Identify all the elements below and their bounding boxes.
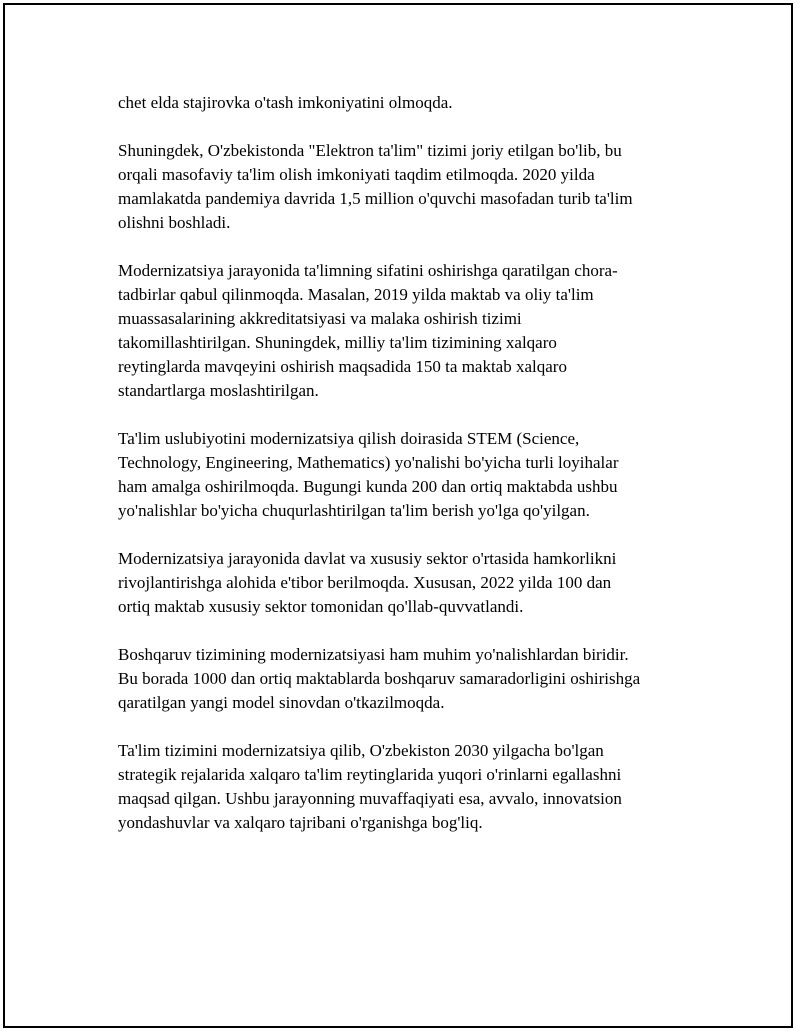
paragraph: chet elda stajirovka o'tash imkoniyatini olmoqda.: [118, 93, 453, 112]
document-body: [118, 91, 698, 859]
paragraph: Modernizatsiya jarayonida davlat va xususiy sektor o'rtasida hamkorlikni rivojlantirishga alohida e'tibor berilmoqda. Xususan, 2022 yilda 100 dan ortiq maktab xususiy sektor tomonidan qo'llab-quvvatlandi.: [118, 549, 617, 616]
paragraph: Boshqaruv tizimining modernizatsiyasi ham muhim yo'nalishlardan biridir. Bu borada 1000 dan ortiq maktablarda boshqaruv samaradorligini oshirishga qaratilgan yangi model sinovdan o'tkazilmoqda.: [118, 645, 641, 712]
paragraph: Ta'lim tizimini modernizatsiya qilib, O'zbekiston 2030 yilgacha bo'lgan strategik rejalarida xalqaro ta'lim reytinglarida yuqori o'rinlarni egallashni maqsad qilgan. Ushbu jarayonning muvaffaqiyati esa, avvalo, innovatsion yondashuvlar va xalqaro tajribani o'rganishga bog'liq.: [118, 741, 622, 832]
paragraph: Modernizatsiya jarayonida ta'limning sifatini oshirishga qaratilgan chora- tadbirlar qabul qilinmoqda. Masalan, 2019 yilda maktab va oliy ta'lim muassasalarining akkreditatsiyasi va malaka oshirish tizimi takomillashtirilgan. Shuningdek, milliy ta'lim tizimining xalqaro reytinglarda mavqeyini oshirish maqsadida 150 ta maktab xalqaro standartlarga moslashtirilgan.: [118, 261, 618, 400]
paragraph: Shuningdek, O'zbekistonda "Elektron ta'lim" tizimi joriy etilgan bo'lib, bu orqali masofaviy ta'lim olish imkoniyati taqdim etilmoqda. 2020 yilda mamlakatda pandemiya davrida 1,5 million o'quvchi masofadan turib ta'lim olishni boshladi.: [118, 141, 633, 232]
paragraph: Ta'lim uslubiyotini modernizatsiya qilish doirasida STEM (Science, Technology, Engineering, Mathematics) yo'nalishi bo'yicha turli loyihalar ham amalga oshirilmoqda. Bugungi kunda 200 dan ortiq maktabda ushbu yo'nalishlar bo'yicha chuqurlashtirilgan ta'lim berish yo'lga qo'yilgan.: [118, 429, 619, 520]
